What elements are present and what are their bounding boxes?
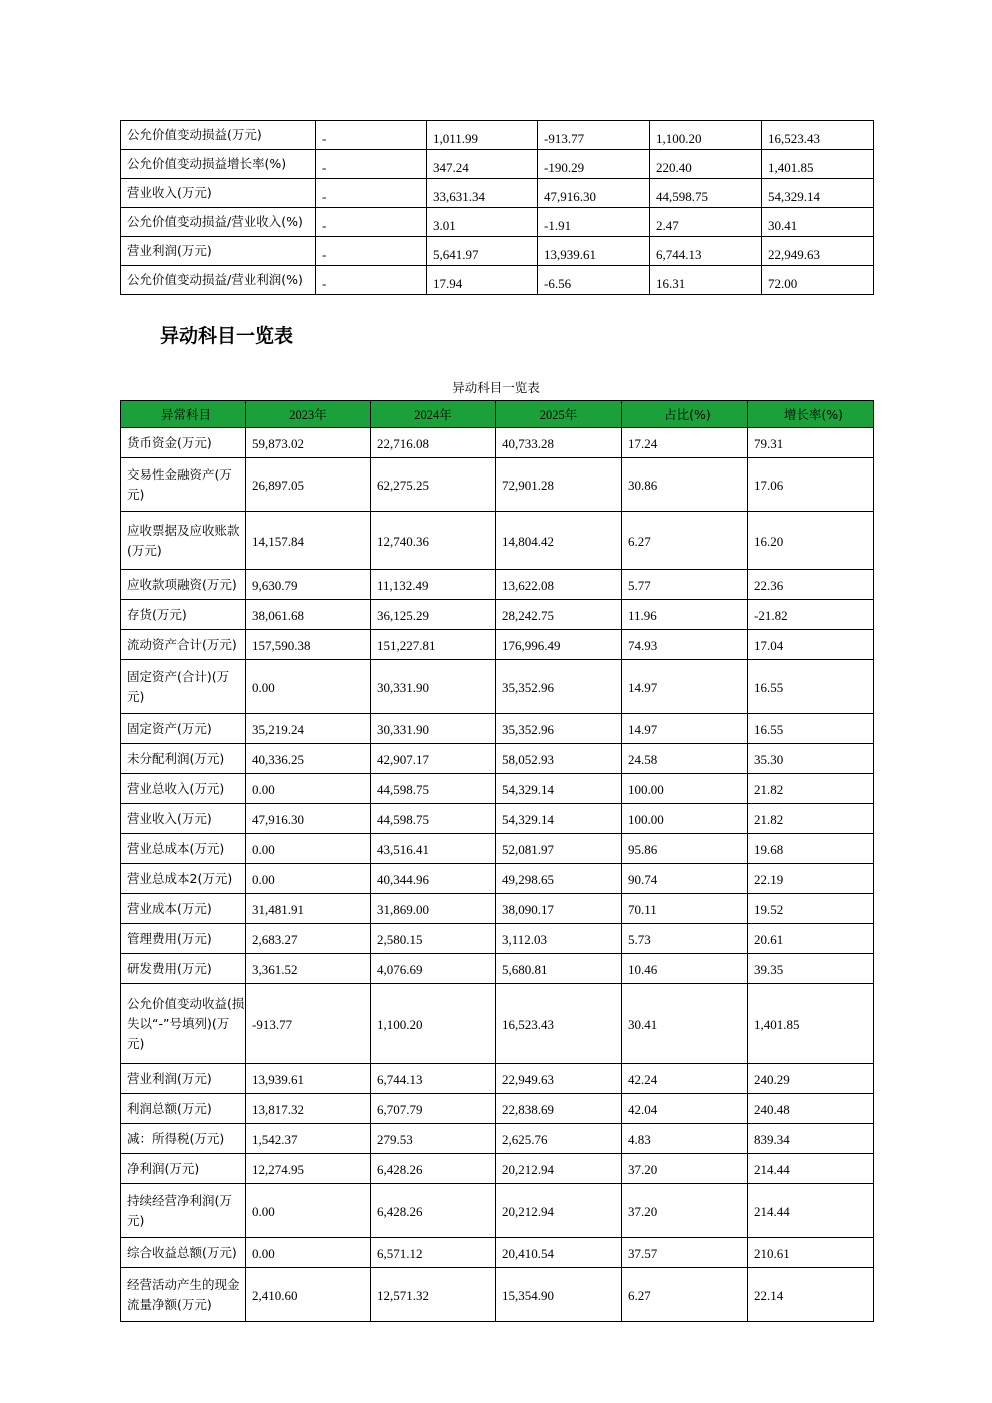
cell-value: 16.31 (650, 266, 762, 295)
table-row (121, 984, 874, 1064)
table-row (121, 208, 874, 237)
cell-value: - (316, 208, 427, 237)
table-row (121, 924, 874, 954)
table-row (121, 600, 874, 630)
cell-value: 2,683.27 (246, 924, 371, 954)
cell-value: 35,352.96 (496, 714, 622, 744)
cell-value: 22,716.08 (371, 428, 496, 458)
cell-value: 2.47 (650, 208, 762, 237)
cell-value: 54,329.14 (496, 774, 622, 804)
cell-value: -913.77 (538, 121, 650, 150)
cell-value: 151,227.81 (371, 630, 496, 660)
table-row (121, 1184, 874, 1238)
row-label: 公允价值变动损益/营业利润(%) (121, 266, 316, 295)
cell-value: 20,410.54 (496, 1238, 622, 1268)
cell-value: 214.44 (748, 1184, 874, 1238)
cell-value: 35,352.96 (496, 660, 622, 714)
table-row (121, 630, 874, 660)
cell-value: 79.31 (748, 428, 874, 458)
cell-value: 54,329.14 (496, 804, 622, 834)
cell-value: 100.00 (622, 774, 748, 804)
table-row (121, 1124, 874, 1154)
cell-value: 16.20 (748, 512, 874, 570)
cell-value: 37.20 (622, 1154, 748, 1184)
cell-value: 16,523.43 (762, 121, 874, 150)
cell-value: 1,401.85 (748, 984, 874, 1064)
row-label: 营业总成本(万元) (121, 834, 246, 864)
cell-value: 31,869.00 (371, 894, 496, 924)
cell-value: 38,061.68 (246, 600, 371, 630)
cell-value: 20.61 (748, 924, 874, 954)
cell-value: 210.61 (748, 1238, 874, 1268)
cell-value: 6,707.79 (371, 1094, 496, 1124)
cell-value: 59,873.02 (246, 428, 371, 458)
table-row (121, 1268, 874, 1322)
cell-value: 33,631.34 (427, 179, 538, 208)
cell-value: 5.77 (622, 570, 748, 600)
table-row (121, 179, 874, 208)
cell-value: 16.55 (748, 714, 874, 744)
row-label: 营业收入(万元) (121, 179, 316, 208)
cell-value: -913.77 (246, 984, 371, 1064)
column-header: 2025年 (496, 401, 622, 428)
cell-value: 74.93 (622, 630, 748, 660)
table-header-row (121, 401, 874, 428)
cell-value: 5,680.81 (496, 954, 622, 984)
table-row (121, 954, 874, 984)
cell-value: 11.96 (622, 600, 748, 630)
cell-value: 2,625.76 (496, 1124, 622, 1154)
cell-value: 14,157.84 (246, 512, 371, 570)
table-row (121, 428, 874, 458)
cell-value: 839.34 (748, 1124, 874, 1154)
table-row (121, 744, 874, 774)
table-row (121, 1094, 874, 1124)
cell-value: 35,219.24 (246, 714, 371, 744)
cell-value: 38,090.17 (496, 894, 622, 924)
table-row (121, 512, 874, 570)
cell-value: 240.48 (748, 1094, 874, 1124)
cell-value: 10.46 (622, 954, 748, 984)
cell-value: 220.40 (650, 150, 762, 179)
cell-value: 20,212.94 (496, 1184, 622, 1238)
cell-value: 3,112.03 (496, 924, 622, 954)
cell-value: 22.19 (748, 864, 874, 894)
row-label: 公允价值变动收益(损失以“-”号填列)(万元) (121, 984, 246, 1064)
row-label: 减：所得税(万元) (121, 1124, 246, 1154)
table-row (121, 1064, 874, 1094)
cell-value: 44,598.75 (650, 179, 762, 208)
cell-value: 176,996.49 (496, 630, 622, 660)
cell-value: - (316, 150, 427, 179)
cell-value: 1,401.85 (762, 150, 874, 179)
cell-value: 1,011.99 (427, 121, 538, 150)
cell-value: 20,212.94 (496, 1154, 622, 1184)
cell-value: 36,125.29 (371, 600, 496, 630)
cell-value: 22,949.63 (762, 237, 874, 266)
cell-value: 70.11 (622, 894, 748, 924)
cell-value: 1,542.37 (246, 1124, 371, 1154)
cell-value: -6.56 (538, 266, 650, 295)
row-label: 综合收益总额(万元) (121, 1238, 246, 1268)
row-label: 利润总额(万元) (121, 1094, 246, 1124)
cell-value: 6,571.12 (371, 1238, 496, 1268)
row-label: 固定资产(合计)(万元) (121, 660, 246, 714)
cell-value: 30,331.90 (371, 714, 496, 744)
cell-value: 2,410.60 (246, 1268, 371, 1322)
row-label: 经营活动产生的现金流量净额(万元) (121, 1268, 246, 1322)
row-label: 存货(万元) (121, 600, 246, 630)
cell-value: 22.14 (748, 1268, 874, 1322)
table-row (121, 458, 874, 512)
cell-value: 5,641.97 (427, 237, 538, 266)
cell-value: 0.00 (246, 834, 371, 864)
cell-value: 62,275.25 (371, 458, 496, 512)
fair-value-table (120, 120, 874, 295)
cell-value: 47,916.30 (538, 179, 650, 208)
cell-value: 22,949.63 (496, 1064, 622, 1094)
cell-value: 26,897.05 (246, 458, 371, 512)
cell-value: 22.36 (748, 570, 874, 600)
table-row (121, 266, 874, 295)
cell-value: 21.82 (748, 804, 874, 834)
table-row (121, 121, 874, 150)
cell-value: 240.29 (748, 1064, 874, 1094)
table-row (121, 1238, 874, 1268)
cell-value: -21.82 (748, 600, 874, 630)
cell-value: 37.57 (622, 1238, 748, 1268)
cell-value: 14,804.42 (496, 512, 622, 570)
cell-value: 13,817.32 (246, 1094, 371, 1124)
cell-value: 347.24 (427, 150, 538, 179)
cell-value: 17.24 (622, 428, 748, 458)
cell-value: - (316, 266, 427, 295)
cell-value: 40,733.28 (496, 428, 622, 458)
cell-value: - (316, 179, 427, 208)
cell-value: 43,516.41 (371, 834, 496, 864)
cell-value: 14.97 (622, 714, 748, 744)
cell-value: 12,571.32 (371, 1268, 496, 1322)
cell-value: 0.00 (246, 660, 371, 714)
cell-value: 12,274.95 (246, 1154, 371, 1184)
cell-value: - (316, 121, 427, 150)
cell-value: 2,580.15 (371, 924, 496, 954)
cell-value: 22,838.69 (496, 1094, 622, 1124)
cell-value: 4,076.69 (371, 954, 496, 984)
table-row (121, 804, 874, 834)
row-label: 未分配利润(万元) (121, 744, 246, 774)
cell-value: 35.30 (748, 744, 874, 774)
cell-value: 6.27 (622, 1268, 748, 1322)
cell-value: 44,598.75 (371, 804, 496, 834)
cell-value: 40,336.25 (246, 744, 371, 774)
cell-value: - (316, 237, 427, 266)
cell-value: 11,132.49 (371, 570, 496, 600)
cell-value: 28,242.75 (496, 600, 622, 630)
cell-value: 6.27 (622, 512, 748, 570)
cell-value: 39.35 (748, 954, 874, 984)
row-label: 营业利润(万元) (121, 237, 316, 266)
cell-value: 6,428.26 (371, 1154, 496, 1184)
cell-value: -1.91 (538, 208, 650, 237)
table-row (121, 774, 874, 804)
table-caption: 异动科目一览表 (452, 380, 540, 395)
row-label: 应收票据及应收账款(万元) (121, 512, 246, 570)
cell-value: 42,907.17 (371, 744, 496, 774)
row-label: 研发费用(万元) (121, 954, 246, 984)
row-label: 营业总成本2(万元) (121, 864, 246, 894)
table-row (121, 714, 874, 744)
cell-value: 13,939.61 (246, 1064, 371, 1094)
cell-value: 72.00 (762, 266, 874, 295)
row-label: 交易性金融资产(万元) (121, 458, 246, 512)
cell-value: 1,100.20 (371, 984, 496, 1064)
row-label: 公允价值变动损益(万元) (121, 121, 316, 150)
cell-value: 14.97 (622, 660, 748, 714)
table-row (121, 237, 874, 266)
row-label: 流动资产合计(万元) (121, 630, 246, 660)
row-label: 持续经营净利润(万元) (121, 1184, 246, 1238)
cell-value: 4.83 (622, 1124, 748, 1154)
cell-value: 0.00 (246, 1184, 371, 1238)
cell-value: 1,100.20 (650, 121, 762, 150)
abnormal-items-table (120, 400, 874, 1322)
cell-value: 6,744.13 (650, 237, 762, 266)
cell-value: 58,052.93 (496, 744, 622, 774)
cell-value: 3.01 (427, 208, 538, 237)
cell-value: 30.86 (622, 458, 748, 512)
cell-value: 157,590.38 (246, 630, 371, 660)
cell-value: 95.86 (622, 834, 748, 864)
column-header: 2024年 (371, 401, 496, 428)
table-row (121, 150, 874, 179)
table-row (121, 894, 874, 924)
row-label: 净利润(万元) (121, 1154, 246, 1184)
table-row (121, 570, 874, 600)
cell-value: 0.00 (246, 864, 371, 894)
row-label: 管理费用(万元) (121, 924, 246, 954)
cell-value: 0.00 (246, 1238, 371, 1268)
column-header: 增长率(%) (748, 401, 874, 428)
cell-value: 54,329.14 (762, 179, 874, 208)
cell-value: 9,630.79 (246, 570, 371, 600)
cell-value: -190.29 (538, 150, 650, 179)
row-label: 营业收入(万元) (121, 804, 246, 834)
table-row (121, 660, 874, 714)
cell-value: 30.41 (762, 208, 874, 237)
cell-value: 0.00 (246, 774, 371, 804)
cell-value: 15,354.90 (496, 1268, 622, 1322)
cell-value: 13,622.08 (496, 570, 622, 600)
cell-value: 37.20 (622, 1184, 748, 1238)
cell-value: 31,481.91 (246, 894, 371, 924)
cell-value: 30,331.90 (371, 660, 496, 714)
cell-value: 16.55 (748, 660, 874, 714)
cell-value: 6,744.13 (371, 1064, 496, 1094)
table-row (121, 834, 874, 864)
cell-value: 40,344.96 (371, 864, 496, 894)
cell-value: 44,598.75 (371, 774, 496, 804)
cell-value: 90.74 (622, 864, 748, 894)
row-label: 货币资金(万元) (121, 428, 246, 458)
cell-value: 21.82 (748, 774, 874, 804)
section-title: 异动科目一览表 (160, 325, 294, 347)
cell-value: 24.58 (622, 744, 748, 774)
cell-value: 47,916.30 (246, 804, 371, 834)
row-label: 固定资产(万元) (121, 714, 246, 744)
cell-value: 17.04 (748, 630, 874, 660)
cell-value: 17.94 (427, 266, 538, 295)
row-label: 公允价值变动损益/营业收入(%) (121, 208, 316, 237)
cell-value: 19.68 (748, 834, 874, 864)
cell-value: 5.73 (622, 924, 748, 954)
cell-value: 19.52 (748, 894, 874, 924)
row-label: 营业总收入(万元) (121, 774, 246, 804)
cell-value: 42.24 (622, 1064, 748, 1094)
column-header: 2023年 (246, 401, 371, 428)
table-row (121, 864, 874, 894)
cell-value: 6,428.26 (371, 1184, 496, 1238)
cell-value: 214.44 (748, 1154, 874, 1184)
cell-value: 279.53 (371, 1124, 496, 1154)
cell-value: 17.06 (748, 458, 874, 512)
column-header: 占比(%) (622, 401, 748, 428)
cell-value: 100.00 (622, 804, 748, 834)
cell-value: 12,740.36 (371, 512, 496, 570)
cell-value: 52,081.97 (496, 834, 622, 864)
table-row (121, 1154, 874, 1184)
cell-value: 13,939.61 (538, 237, 650, 266)
cell-value: 49,298.65 (496, 864, 622, 894)
row-label: 营业利润(万元) (121, 1064, 246, 1094)
cell-value: 16,523.43 (496, 984, 622, 1064)
cell-value: 3,361.52 (246, 954, 371, 984)
cell-value: 42.04 (622, 1094, 748, 1124)
row-label: 公允价值变动损益增长率(%) (121, 150, 316, 179)
cell-value: 30.41 (622, 984, 748, 1064)
row-label: 营业成本(万元) (121, 894, 246, 924)
row-label: 应收款项融资(万元) (121, 570, 246, 600)
cell-value: 72,901.28 (496, 458, 622, 512)
column-header: 异常科目 (121, 401, 246, 428)
